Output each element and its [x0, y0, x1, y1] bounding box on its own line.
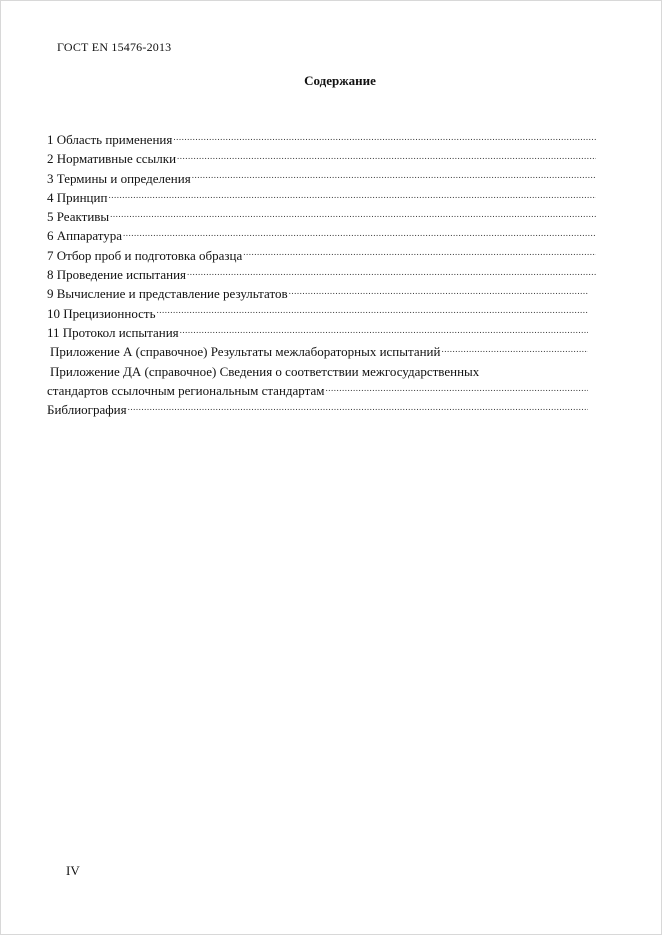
toc-item-annex-a[interactable] [47, 342, 588, 361]
dot-leader [243, 246, 596, 260]
toc-item-scope[interactable] [47, 130, 596, 149]
toc-item-principle[interactable] [47, 188, 596, 207]
toc-item-sampling[interactable] [47, 246, 596, 265]
standard-header: ГОСТ EN 15476-2013 [57, 40, 172, 54]
dot-leader [187, 265, 596, 279]
toc-item-bibliography[interactable] [47, 400, 588, 419]
toc-item-label: 4 Принцип [47, 189, 108, 205]
toc-item-terms[interactable] [47, 169, 596, 188]
dot-leader [128, 400, 588, 414]
toc-item-calculation[interactable] [47, 284, 588, 303]
dot-leader [110, 207, 596, 221]
toc-item-label: 8 Проведение испытания [47, 267, 187, 283]
dot-leader [180, 323, 588, 337]
toc-item-label: 11 Протокол испытания [47, 324, 179, 340]
toc-item-label: 3 Термины и определения [47, 170, 191, 186]
dot-leader [177, 149, 596, 163]
dot-leader [441, 342, 588, 356]
toc-item-label: 2 Нормативные ссылки [47, 151, 177, 167]
toc-item-label: Приложение ДА (справочное) Сведения о соответствии межгосударственных [50, 363, 480, 379]
toc-item-label: 7 Отбор проб и подготовка образца [47, 247, 243, 263]
toc-item-label: Приложение А (справочное) Результаты межлабораторных испытаний [50, 344, 441, 360]
dot-leader [123, 226, 596, 240]
toc-item-label: Библиография [47, 402, 127, 418]
toc-item-annex-da[interactable] [47, 362, 588, 381]
toc-item-label: стандартов ссылочным региональным стандартам [47, 382, 325, 398]
toc-item-reagents[interactable] [47, 207, 596, 226]
toc-item-label: 6 Аппаратура [47, 228, 123, 244]
toc-item-annex-da-continuation[interactable] [47, 381, 588, 400]
toc-item-label: 1 Область применения [47, 132, 173, 147]
page-title: Содержание [304, 73, 376, 88]
toc-item-test-report[interactable] [47, 323, 588, 342]
page-number: IV [66, 863, 80, 878]
dot-leader [157, 304, 588, 318]
dot-leader [289, 284, 588, 298]
toc-item-procedure[interactable] [47, 265, 596, 284]
dot-leader [108, 188, 596, 202]
dot-leader [192, 169, 596, 183]
toc-item-label: 9 Вычисление и представление результатов [47, 286, 288, 302]
table-of-contents [47, 130, 596, 419]
dot-leader [173, 130, 596, 144]
toc-item-label: 5 Реактивы [47, 209, 110, 225]
toc-item-precision[interactable] [47, 304, 588, 323]
toc-item-label: 10 Прецизионность [47, 305, 156, 321]
dot-leader [325, 381, 588, 395]
toc-item-normative-references[interactable] [47, 149, 596, 168]
toc-item-apparatus[interactable] [47, 226, 596, 245]
